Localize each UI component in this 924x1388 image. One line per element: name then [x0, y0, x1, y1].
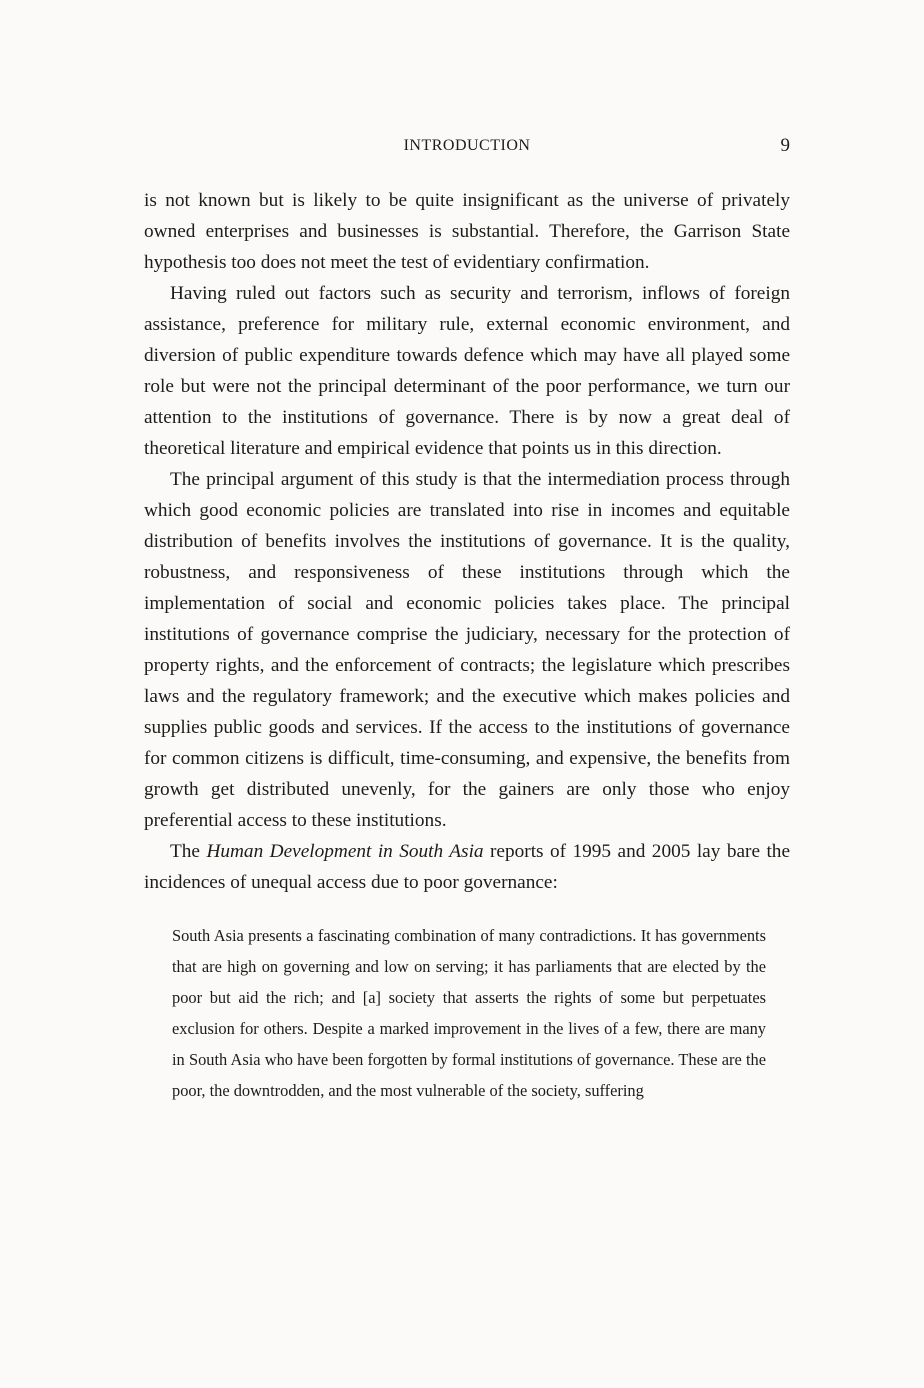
report-title: Human Development in South Asia — [206, 841, 484, 862]
running-head — [144, 134, 790, 158]
body-text — [144, 185, 790, 1106]
paragraph-4 — [144, 836, 790, 898]
block-quote: South Asia presents a fascinating combination of many contradictions. It has governments that are high on governing and low on serving; it has parliaments that are elected by the poor but aid the rich; and [a] society that asserts the rights of some but perpetuates exclusion for others. Despite a marked improvement in the lives of a few, there are many in South Asia who have been forgotten by formal institutions of governance. These are the poor, the downtrodden, and the most vulnerable of the society, suffering — [172, 926, 766, 1100]
paragraph-2: Having ruled out factors such as security and terrorism, inflows of foreign assistance, preference for military rule, external economic environment, and diversion of public expenditure towards defence which may have all played some role but were not the principal determinant of the poor performance, we turn our attention to the institutions of governance. There is by now a great deal of theoretical literature and empirical evidence that points us in this direction. — [144, 283, 790, 459]
paragraph-4-lead: The — [170, 841, 207, 862]
running-title: INTRODUCTION — [403, 137, 531, 154]
page-number: 9 — [780, 135, 790, 156]
paragraph-1: is not known but is likely to be quite insignificant as the universe of privately owned enterprises and businesses is substantial. Therefore, the Garrison State hypothesis too does not meet the test of evidentiary confirmation. — [144, 190, 790, 273]
paragraph-3: The principal argument of this study is that the intermediation process through which good economic policies are translated into rise in incomes and equitable distribution of benefits involves the institutions of governance. It is the quality, robustness, and responsiveness of these institutions through which the implementation of social and economic policies takes place. The principal institutions of governance comprise the judiciary, necessary for the protection of property rights, and the enforcement of contracts; the legislature which prescribes laws and the regulatory framework; and the executive which makes policies and supplies public goods and services. If the access to the institutions of governance for common citizens is difficult, time-consuming, and expensive, the benefits from growth get distributed unevenly, for the gainers are only those who enjoy preferential access to these institutions. — [144, 469, 790, 831]
paragraph-4-rest: reports of 1995 and 2005 lay bare the incidences of unequal access due to poor governance: — [144, 841, 790, 893]
